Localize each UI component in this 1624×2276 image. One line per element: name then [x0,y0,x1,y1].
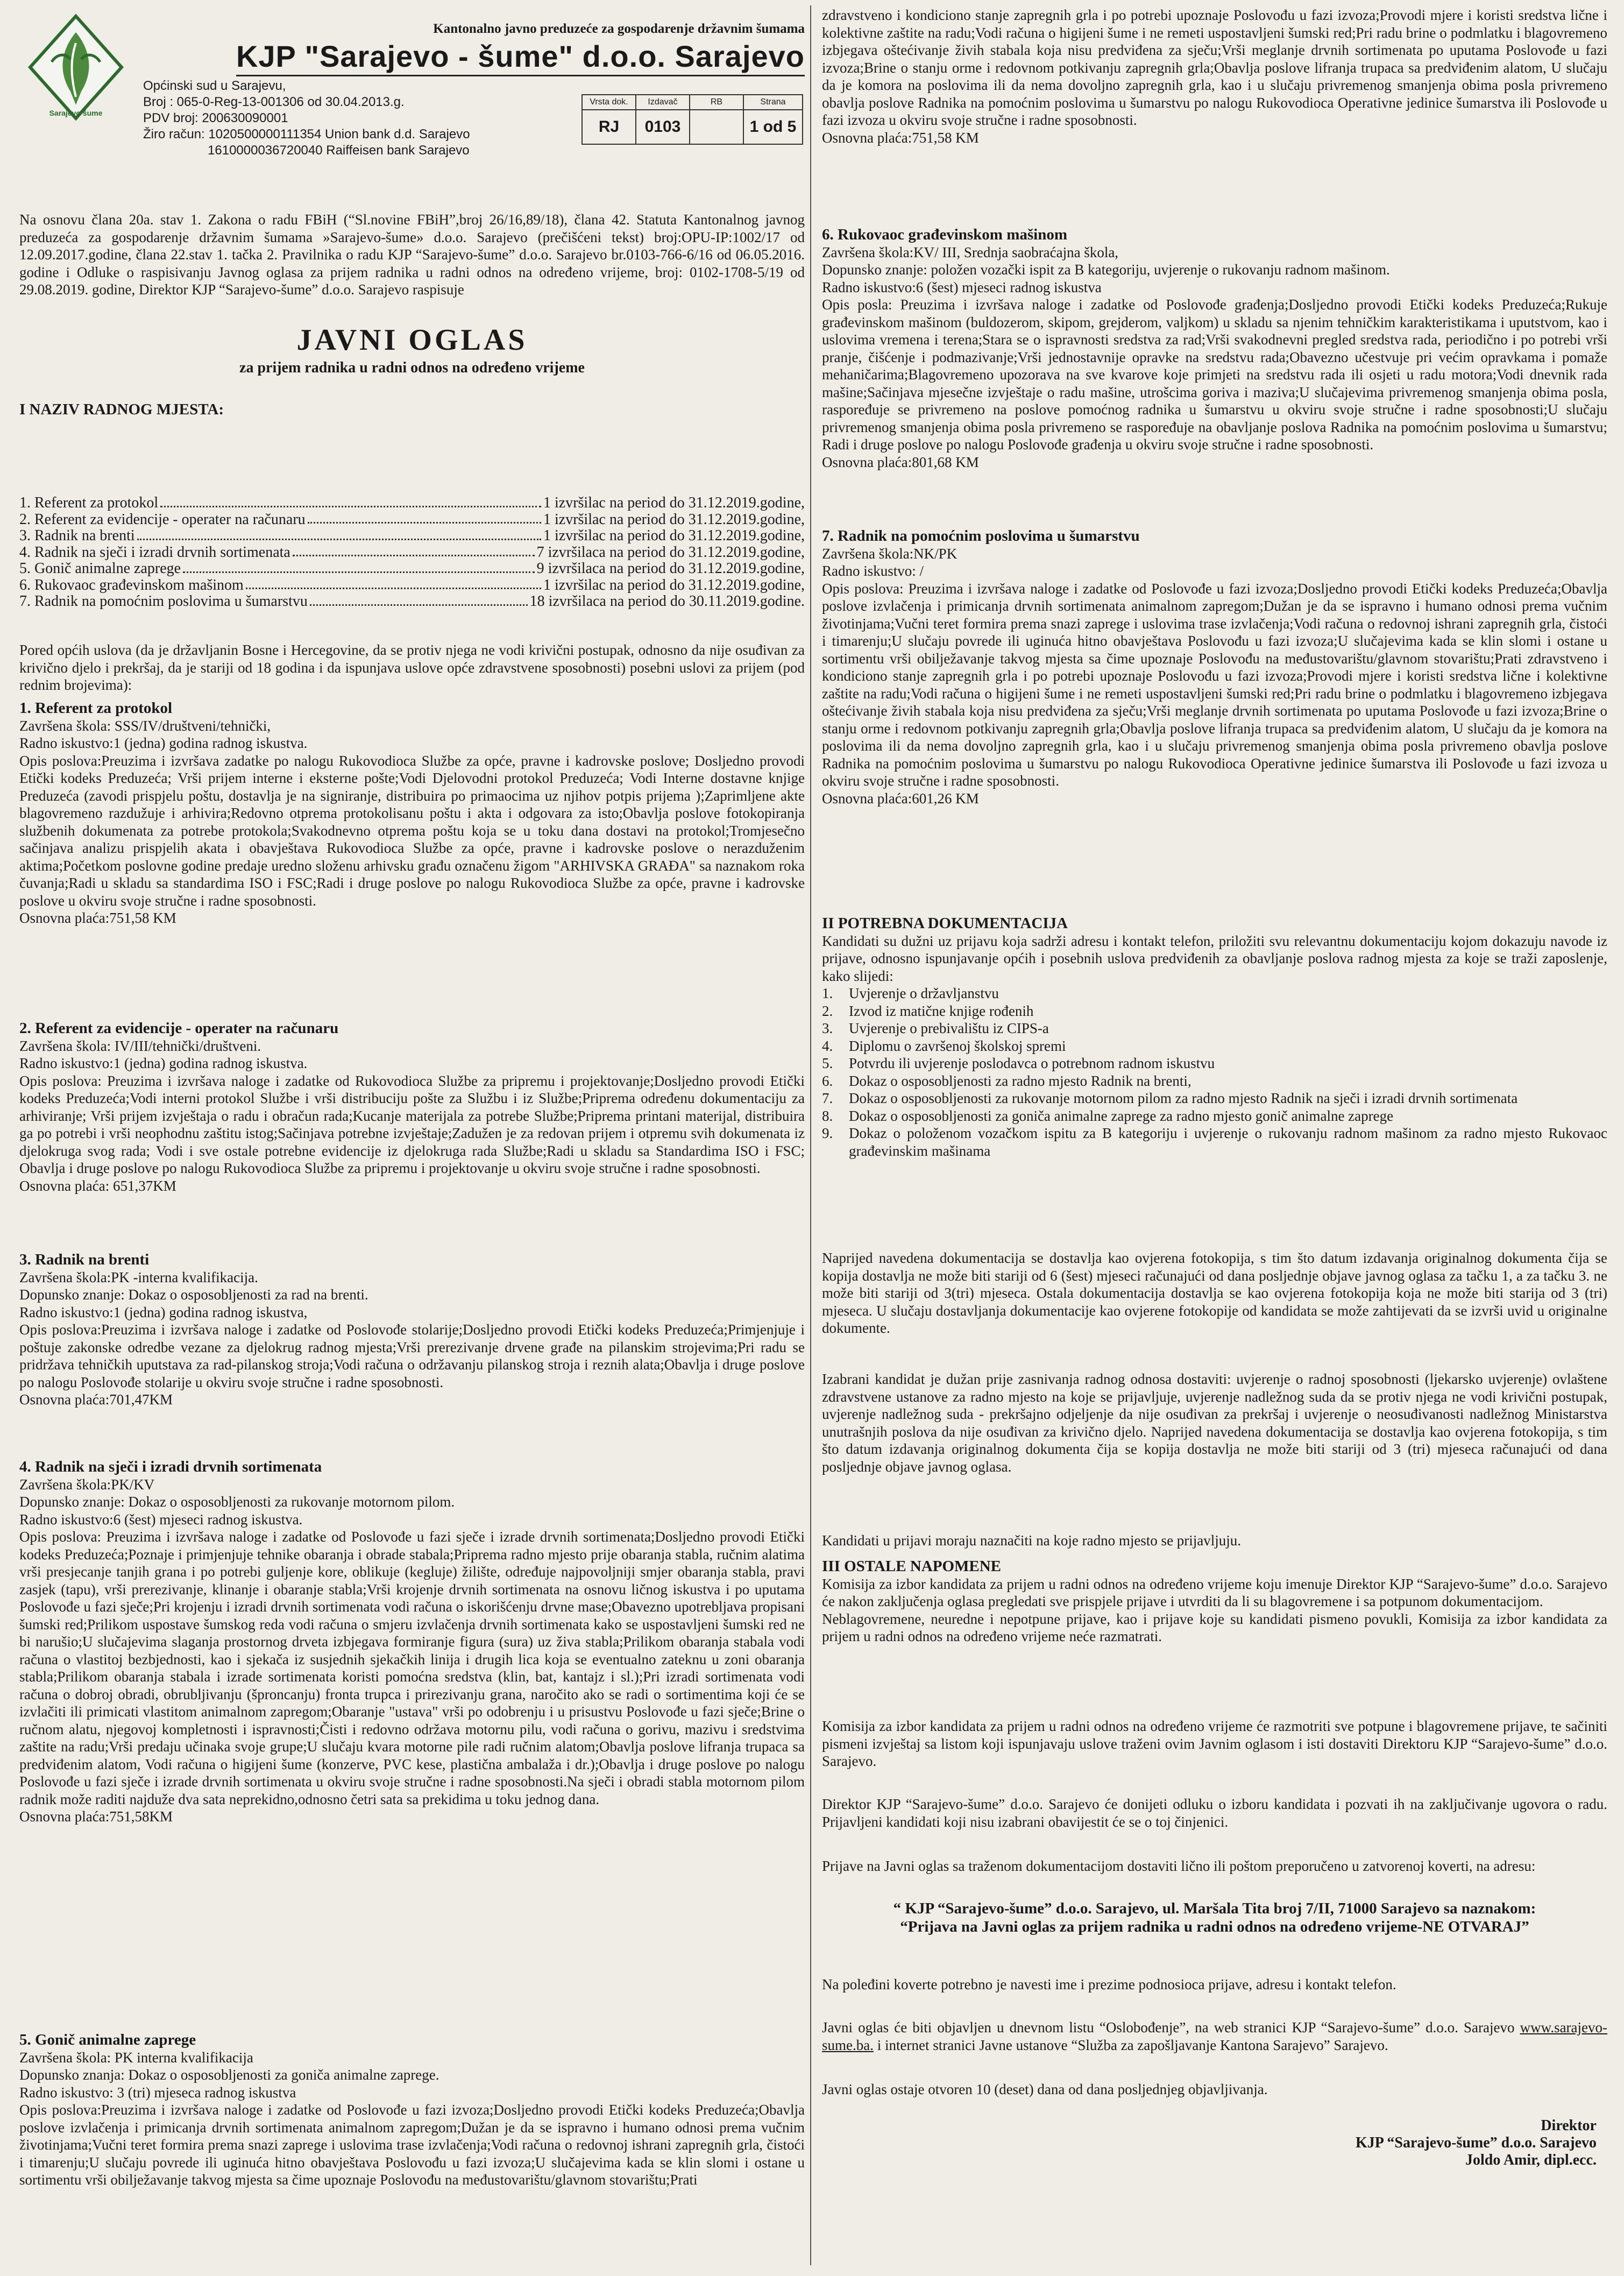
issuer-header: Izdavač [636,95,690,110]
position-count: 1 izvršilac na period do 31.12.2019.godine, [543,494,805,511]
position-indication-note: Kandidati u prijavi moraju naznačiti na koje radno mjesto se prijavljuju. [822,1532,1242,1549]
position-name: 2. Referent za evidencije - operater na računaru [19,511,306,528]
documentation-note: Naprijed navedena dokumentacija se dostavlja kao ovjerena fotokopija, s tim što datum izdavanja originalnog dokumenta čija se kopija dostavlja ne može biti stariji od 6 (šest) mjeseci računajući od dana posljednje objave javnog oglasa za tačku 1, a za tačku 3. ne može biti stariji od 3(tri) mjeseca. Ostala dokumentacija dostavlja se kao ovjerena fotokopija koja ne može biti starija od 3 (tri) mjeseca. U slučaju dostavljanja dokumentacije kao ovjerene fotokopije od kandidata se može zahtijevati da se izvrši uvid u originalne dokumente. [822,1250,1607,1336]
salary: Osnovna plaća:701,47KM [19,1391,173,1408]
position-2-section [19,1020,805,1194]
salary: Osnovna plaća: 651,37KM [19,1177,176,1194]
additional-knowledge: Dopunsko znanje: položen vozački ispit za B kategoriju, uvjerenje o rukovanju radnom mašinom. [822,261,1390,278]
issuer-value: 0103 [636,110,690,144]
general-conditions: Pored općih uslova (da je državljanin Bosne i Hercegovine, da se protiv njega ne vodi krivični postupak, odnosno da nije osuđivan za krivično djelo i prekršaj, da je stariji od 18 godina i da ispunjava uslove opće zdravstvene sposobnosti) posebni uslovi za prijem (pod rednim brojevima): [19,642,805,693]
experience: Radno iskustvo:1 (jedna) godina radnog iskustva. [19,735,308,751]
position-4-section [19,1458,805,1826]
job-description-continued: zdravstveno i kondiciono stanje zapregnih grla i po potrebi upoznaje Poslovođu u fazi izvoza;Provodi mjere i koristi sredstva lične i kolektivne zaštite na radu;Vodi računa o higijeni šume i ne remeti uspostavljeni šumski red;Pri radu brine o podmlatku i blagovremeno izbjegava oštećivanje živih stabala koja nisu predviđena za sječu;Vrši meglanje drvnih sortimenata po uputama Poslovođe u fazi izvoza;Brine o stanju orme i redovnom potkivanju zapregnih grla;Obavlja poslove lifranja trupaca sa predviđenim alatom, U slučaju da je komora na poslovima ili da nema dovoljno zapregnih grla, kao i u slučaju privremenog smanjenja obima posla privremeno obavlja poslove Radnika na pomoćnim poslovima u šumarstvu po nalogu Rukovodioca Operativne jedinice šumarstva ili Poslovođe u fazi izvoza u okviru svoje stručne i radne sposobnosti. [822,7,1607,128]
position-count: 1 izvršilac na period do 31.12.2019.godine, [543,576,805,593]
list-item [19,528,805,545]
website-link[interactable]: www.sarajevo-sume.ba. [822,2019,1608,2053]
ad-title: JAVNI OGLAS [296,323,528,357]
experience: Radno iskustvo:6 (šest) mjeseci radnog iskustva. [19,1511,303,1528]
additional-knowledge: Dopunsko znanje: Dokaz o osposobljenosti za rad na brenti. [19,1287,368,1303]
additional-knowledge: Dopunsko znanja: Dokaz o osposobljenosti za goniča animalne zaprege. [19,2067,439,2083]
section-3 [822,1558,1607,1645]
required-documents-list [822,985,1607,1160]
list-item: 8. Dokaz o osposobljenosti za goniča animalne zaprege za radno mjesto gonič animalne zaprege [822,1107,1394,1124]
logo-text: Sarajevo šume [49,109,103,117]
job-description: Opis poslova:Preuzima i izvršava naloge i zadatke od Poslovođe stolarije;Dosljedno provodi Etički kodeks Preduzeća;Primjenjuje i poštuje zakonske odredbe vezane za djelokrug radnog mjesta;Vrši prerezivanje drvene građe na pilanskim strojevima;Pri radu se pridržava tehničkih uputstava za rad-pilanskog stroja;Vodi računa o održavanju pilanskog stroja i reznih alata;Obavlja i druge poslove po nalogu Poslovođe stolarije u okviru svoje stručne i radne sposobnosti. [19,1321,805,1390]
position-5-title: 5. Gonič animalne zaprege [19,2031,196,2048]
position-4-title: 4. Radnik na sječi i izradi drvnih sortimenata [19,1458,322,1475]
position-count: 1 izvršilac na period do 31.12.2019.godine, [543,511,805,528]
position-1-section [19,699,805,927]
position-6-section [822,226,1607,471]
address-marking: “Prijava na Javni oglas za prijem radnika u radni odnos na određeno vrijeme-NE OTVARAJ” [900,1918,1529,1935]
position-count: 7 izvršilaca na period do 31.12.2019.godine, [536,543,805,561]
submission-address [822,1899,1607,1936]
position-3-section [19,1251,805,1409]
position-name: 6. Rukovaoc građevinskom mašinom [19,576,244,593]
experience: Radno iskustvo:1 (jedna) godina radnog iskustva, [19,1304,308,1320]
list-item: 3. Uvjerenje o prebivalištu iz CIPS-a [822,1020,1049,1036]
list-item [19,577,805,594]
education: Završena škola:NK/PK [822,545,958,562]
selected-candidate-note: Izabrani kandidat je dužan prije zasnivanja radnog odnosa dostaviti: uvjerenje o radnoj sposobnosti (ljekarsko uvjerenje) ovlaštene zdravstvene ustanove za radno mjesto na koje se prijavljuje, uvjerenje nadležnog suda da se protiv njega ne vodi krivični postupak, uvjerenje nadležnog suda - prekršajno odjeljenje da nije osuđivan za prekršaj i uvjerenje o neosuđivanosti nadležnog Ministarstva unutrašnjih poslova da nije osuđivan za krivično djelo. Naprijed navedena dokumentacija se dostavlja kao ovjerena fotokopija, s tim što datum izdavanja originalnog dokumenta čija se kopija dostavlja ne može biti stariji od 3 (tri) mjeseca računajući od dana posljednje objave javnog oglasa. [822,1371,1607,1475]
job-description: Opis posla: Preuzima i izvršava naloge i zadatke od Poslovođe građenja;Dosljedno provodi Etički kodeks Preduzeća;Rukuje građevinskom mašinom (buldozerom, skipom, grejderom, valjkom) u skladu sa njenim tehničkim karakteristikama i uputstvom, kao i uslovima vremena i terena;Stara se o ispravnosti sredstva za rad;Vrši svakodnevni pregled sredstva rada, periodično i po potrebi vrši pranje, čišćenje i podmazivanje;Vrši jednostavnije opravke na sredstvu rada;Obavezno učestvuje pri većim opravkama i pomaže mehaničarima;Blagovremeno upozorava na sve kvarove koje primjeti na sredstvu rada ili osjeti u radu motora;Vodi dnevnik rada mašine;Sačinjava mjesečne izvještaje o radu mašine, utrošcima goriva i maziva;U slučajevima privremenog smanjenja obima posla, raspoređuje se privremeno na poslove pomoćnog radnika u šumarstvu u okviru svoje stručne i radne sposobnosti;U slučaju privremenog smanjenja obima posla privremeno se raspoređuje na obavljanje poslova Radnika na pomoćnim poslovima u šumarstvu; Radi i druge poslove po nalogu Poslovođe građenja u okviru svoje stručne i radne sposobnosti. [822,296,1607,453]
commission-note: Komisija za izbor kandidata za prijem u radni odnos na određeno vrijeme koju imenuje Direktor KJP “Sarajevo-šume” d.o.o. Sarajevo će nakon zaključenja oglasa pregledati sve prispjele prijave i utvrditi da li su blagovremene i sa potpunom dokumentacijom. [822,1575,1607,1609]
section-2-title: II POTREBNA DOKUMENTACIJA [822,915,1068,932]
envelope-note: Na poleđini koverte potrebno je navesti ime i prezime podnosioca prijave, adresu i kontakt telefon. [822,1976,1396,1992]
column-divider [810,5,811,2265]
list-item [19,593,805,610]
salary: Osnovna plaća:751,58KM [19,1808,173,1825]
position-1-title: 1. Referent za protokol [19,699,173,717]
list-item: 9. Dokaz o položenom vozačkom ispitu za B kategoriju i uvjerenje o rukovanju radnom mašinom za radno mjesto Rukovaoc građevinskim mašinama [822,1125,1607,1159]
list-item: 1. Uvjerenje o državljanstvu [822,985,999,1001]
position-count: 9 izvršilaca na period do 31.12.2019.godine, [536,560,805,577]
rb-header: RB [690,95,743,110]
salary: Osnovna plaća:801,68 KM [822,454,979,470]
salary: Osnovna plaća:601,26 KM [822,790,979,807]
job-description: Opis poslova: Preuzima i izvršava naloge i zadatke od Poslovođe u fazi sječe i izrade drvnih sortimenata;Dosljedno provodi Etički kodeks Preduzeća;Poznaje i primjenjuje tehnike obaranja i obrade stabala;Priprema radno mjesto prije obaranja stabla, ručnim alatima vrši presjecanje tanjih grana i po potrebi guljenje kore, oblikuje (kegluje) žilište, određuje najpovoljniji smjer obaranja stabla, pravi zasjek (tapu), vrši prerezivanje, klinanje i obaranje stabla;Vrši krojenje drvnih sortimenata na osnovu ličnog iskustva i po uputama Poslovođe u fazi sječe;Pri krojenju i izradi drvnih sortimenata vodi računa o iskorišćenju drvne mase;Obavezno upotrebljava propisani šumski red;Prilikom uspostave šumskog reda vodi računa o smjeru izvlačenja drvnih sortimenata kako se uspostavljeni šumski red ne bi narušio;U slučajevima slaganja prostornog drveta izbjegava formiranje figura (sura) uz živa stabla;Prilikom obaranja stabala vodi računa o vlastitoj bezbjednosti, kao i sjekača iz susjednih sjekačkih linija i drugih lica koja se eventualno zateknu u zoni obaranja stabla;Prilikom obaranja stabala i izrade sortimenata koristi pomoćna sredstva (klin, bat, kantajz i sl.);Pri izradi sortimenata vodi računa o dobroj obradi, obrubljivanju (šproncanju) fronta trupca i prirezivanju grana, naročito ako se radi o sortimentima koji će se izvlačiti ili primicati vlastitom animalnom zapregom;Obaranje "ustava" vrši po odobrenju i u prisustvu Poslovođe u fazi sječe;Brine o ručnom alatu, njegovoj kompletnosti i ispravnosti;Čisti i redovno održava motornu pilu, vodi računa o gorivu, mazivu i sredstvima zaštite na radu;Vrši predaju učinaka svoje grupe;U slučaju kvara motorne pile radi ručnim alatom;Obavlja poslove lifranja trupaca sa predviđenim alatom, Vodi računa o higijeni šume (konzerve, PVC kese, plastična ambalaža i dr.);Obavlja i druge poslove po nalogu Poslovođe u fazi sječe i izrade drvnih sortimenata u okviru svoje stručne i radne sposobnosti.Na sječi i obradi stabla motornom pilom radnik može raditi najduže dva sata neprekidno,odnosno četri sata sa prekidima u toku jednog dana. [19,1529,805,1807]
experience: Radno iskustvo:6 (šest) mjeseci radnog iskustva [822,279,1102,295]
reg-line: PDV broj: 200630090001 [143,111,288,125]
position-5-section [19,2031,805,2189]
position-7-section [822,527,1607,807]
commission-report-note: Komisija za izbor kandidata za prijem u radni odnos na određeno vrijeme će razmotriti sve potpune i blagovremene prijave, te sačiniti pismeni izvještaj sa listom koji ispunjavaju uslove traženi ovim Javnim oglasom i isti dostaviti Direktoru KJP “Sarajevo-šume” d.o.o. Sarajevo. [822,1718,1607,1769]
ad-subtitle: za prijem radnika u radni odnos na određeno vrijeme [239,359,585,376]
reg-line: Broj : 065-0-Reg-13-001306 od 30.04.2013.g. [143,95,405,109]
list-item: 4. Diplomu o završenoj školskoj spremi [822,1037,1066,1054]
section-1-title: I NAZIV RADNOG MJESTA: [19,401,224,418]
list-item: 5. Potvrdu ili uvjerenje poslodavca o potrebnom radnom iskustvu [822,1055,1215,1071]
education: Završena škola: SSS/IV/društveni/tehnički, [19,717,271,734]
page-header: Strana [743,95,803,110]
education: Završena škola: PK interna kvalifikacija [19,2049,253,2066]
reg-line: Žiro račun: 1020500000111354 Union bank d.d. Sarajevo [143,127,470,142]
position-name: 7. Radnik na pomoćnim poslovima u šumarstvu [19,593,308,610]
section-3-title: III OSTALE NAPOMENE [822,1558,1002,1575]
positions-list [19,495,805,610]
doc-type-value: RJ [582,110,636,144]
rb-value [690,110,743,144]
salary: Osnovna plaća:751,58 KM [19,910,176,926]
document-id-table [581,94,803,145]
education: Završena škola:PK -interna kvalifikacija. [19,1269,258,1285]
signature-company: KJP “Sarajevo-šume” d.o.o. Sarajevo [1356,2134,1597,2151]
education: Završena škola:KV/ III, Srednja saobraćajna škola, [822,244,1119,260]
registration-info [143,78,470,159]
organization-line: Kantonalno javno preduzeće za gospodarenje državnim šumama [433,22,805,36]
reg-line: 1610000036720040 Raiffeisen bank Sarajevo [143,143,470,158]
submission-note: Prijave na Javni oglas sa traženom dokumentacijom dostaviti lično ili poštom preporučeno u zatvorenoj koverti, na adresu: [822,1858,1536,1874]
position-count: 1 izvršilac na period do 31.12.2019.godine, [543,527,805,544]
section-2 [822,915,1607,1160]
section-2-intro: Kandidati su dužni uz prijavu koja sadrži adresu i kontakt telefon, priložiti svu relevantnu dokumentaciju kojom dokazuju navode iz prijave, odnosno ispunjavanje općih i posebnih uslova predviđenih za obavljanje poslova radnog mjesta za koje se traži zaposlenje, kako slijedi: [822,932,1607,984]
signature-name: Joldo Amir, dipl.ecc. [1465,2152,1597,2168]
signature-role: Direktor [1541,2117,1597,2134]
job-description: Opis poslova:Preuzima i izvršava zadatke po nalogu Rukovodioca Službe za opće, pravne i kadrovske poslove; Dosljedno provodi Etički kodeks Preduzeća; Vrši prijem interne i eksterne pošte;Vodi Djelovodni protokol Preduzeća; Vodi Interne dostavne knjige Preduzeća (zavodi prispjelu poštu, dostavlja je na signiranje, distribuira po primaocima uz njihov potpis prijema );Zaprimljene akte blagovremeno razdužuje i arhivira;Redovno otprema protokolisanu poštu i akta i odgovara za isto;Obavlja poslove fotokopiranja službenih dokumenata za potrebe protokola;Svakodnevno otprema poštu koja se u toku dana dostavi na protokol;Tromjesečno sačinjava analizu prispjelih akata i obavještava Rukovodioca Službe za opće, pravne i kadrovske poslove o nerazduženim aktima;Početkom poslovne godine predaje uredno složenu arhivsku građu označenu žigom "ARHIVSKA GRAĐA" sa naznakom roka čuvanja;Radi u skladu sa standardima ISO i FSC;Radi i druge poslove po nalogu Rukovodioca Službe za opće, pravne i kadrovske poslove u okviru svoje stručne i radne sposobnosti. [19,752,805,909]
job-description: Opis poslova:Preuzima i izvršava naloge i zadatke od Poslovođe u fazi izvoza;Dosljedno provodi Etički kodeks Preduzeća;Obavlja poslove izvlačenja i primicanja drvnih sortimenata animalnom zapregom;Dužan je da se ispravno i humano odnosi prema vučnim životinjama;Vučni teret formira prema snazi zaprege i uslovima trase izvlačenja;Vodi računa o redovnoj ishrani zapregnih grla, čistoći i timarenju;U slučaju povrede ili uginuća hitno obavještava Poslovođu u fazi izvoza;U slučajevima kada se klin slomi i ostane u sortimentu vrši obilježavanje takvog mjesta sa čime upoznaje Poslovođu na međustovarištu/glavnom stovarištu;Prati [19,2102,805,2188]
position-count: 18 izvršilaca na period do 30.11.2019.godine. [529,593,805,610]
salary: Osnovna plaća:751,58 KM [822,129,979,146]
list-item [19,495,805,512]
list-item [19,545,805,561]
job-description: Opis poslova: Preuzima i izvršava naloge i zadatke od Rukovodioca Službe za pripremu i projektovanje;Dosljedno provodi Etički kodeks Preduzeća;Vodi interni protokol Službe i vrši distribuciju pošte za Službu i iz Službe;Priprema određenu dokumentaciju za arhiviranje; Vrši prijem izvještaja o radu i obračun rada;Kucanje materijala za potrebe Službe;Priprema printani materijal, distribuira ga po potrebi i vrši neophodnu zaštitu istog;Sačinjava potrebne izvještaje;Zadužen je za redovan prijem i otpremu svih dokumenata iz djelokruga svog rada; Vodi i sve ostale potrebne evidencije iz djelokruga rada Službe;Radi u skladu sa Standardima ISO i FSC; Obavlja i druge poslove po nalogu Rukovodioca Službe za pripremu i projektovanje u okviru svoje stručne i radne sposobnosti. [19,1072,805,1176]
position-7-title: 7. Radnik na pomoćnim poslovima u šumarstvu [822,527,1140,545]
position-name: 1. Referent za protokol [19,494,159,511]
doc-type-header: Vrsta dok. [582,95,636,110]
experience: Radno iskustvo: 3 (tri) mjeseca radnog iskustva [19,2084,296,2101]
rejection-note: Neblagovremene, neuredne i nepotpune prijave, kao i prijave koje su kandidati pismeno povukli, Komisija za izbor kandidata za prijem u radni odnos na određeno vrijeme neće razmatrati. [822,1610,1607,1644]
director-decision-note: Direktor KJP “Sarajevo-šume” d.o.o. Sarajevo će donijeti odluku o izboru kandidata i pozvati ih na zaključivanje ugovora o radu. Prijavljeni kandidati koji nisu izabrani obavijestit će se o toj činjenici. [822,1796,1607,1830]
intro-paragraph: Na osnovu člana 20a. stav 1. Zakona o radu FBiH (“Sl.novine FBiH”,broj 26/16,89/18), člana 42. Statuta Kantonalnog javnog preduzeća za gospodarenje državnim šumama »Sarajevo-šume» d.o.o. Sarajevo (prečišćeni tekst) broj:OPU-IP:1002/17 od 12.09.2017.godine, člana 22.stav 1. tačka 2. Pravilnika o radu KJP “Sarajevo-šume” d.o.o. Sarajevo br.0103-766-6/16 od 06.05.2016. godine i Odluke o raspisivanju Javnog oglasa za prijem radnika u radni odnos na određeno vrijeme, broj: 0102-1708-5/19 od 29.08.2019. godine, Direktor KJP “Sarajevo-šume” d.o.o. Sarajevo raspisuje [19,211,805,298]
list-item: 2. Izvod iz matične knjige rođenih [822,1002,1034,1019]
reg-line: Općinski sud u Sarajevu, [143,79,286,93]
signature-block [822,2117,1597,2169]
additional-knowledge: Dopunsko znanje: Dokaz o osposobljenosti za rukovanje motornom pilom. [19,1494,455,1510]
position-name: 3. Radnik na brenti [19,527,135,544]
company-name: KJP "Sarajevo - šume" d.o.o. Sarajevo [236,39,805,76]
list-item [19,561,805,577]
education: Završena škola: IV/III/tehnički/društveni. [19,1037,261,1054]
position-6-title: 6. Rukovaoc građevinskom mašinom [822,226,1067,243]
position-name: 4. Radnik na sječi i izradi drvnih sortimenata [19,543,290,561]
experience: Radno iskustvo: / [822,563,924,579]
experience: Radno iskustvo:1 (jedna) godina radnog iskustva. [19,1055,308,1071]
list-item: 7. Dokaz o osposobljenosti za rukovanje motornom pilom za radno mjesto Radnik na sječi i izradi drvnih sortimenata [822,1090,1518,1106]
list-item: 6. Dokaz o osposobljenosti za radno mjesto Radnik na brenti, [822,1072,1192,1089]
position-5-continued [822,6,1607,146]
open-period-note: Javni oglas ostaje otvoren 10 (deset) dana od dana posljednjeg objavljivanja. [822,2081,1268,2097]
page-value: 1 od 5 [743,110,803,144]
address-line: “ KJP “Sarajevo-šume” d.o.o. Sarajevo, ul. Maršala Tita broj 7/II, 71000 Sarajevo sa naznakom: [893,1900,1536,1917]
position-2-title: 2. Referent za evidencije - operater na računaru [19,1020,339,1037]
publication-note: Javni oglas će biti objavljen u dnevnom listu “Oslobođenje”, na web stranici KJP “Sarajevo-šume” d.o.o. Sarajevo www.sarajevo-sume.ba. i internet stranici Javne ustanove “Služba za zapošljavanje Kantona Sarajevo” Sarajevo. [822,2019,1608,2053]
list-item [19,512,805,528]
position-name: 5. Gonič animalne zaprege [19,560,181,577]
job-description: Opis poslova: Preuzima i izvršava naloge i zadatke od Poslovođe u fazi izvoza;Dosljedno provodi Etički kodeks Preduzeća;Obavlja poslove izvlačenja i primicanja drvnih sortimenata animalnom zapregom;Dužan je da se ispravno i humano odnosi prema vučnim životinjama;Vučni teret formira prema snazi zaprege i uslovima trase izvlačenja;Vodi računa o redovnoj ishrani zapregnih grla, čistoći i timarenju;U slučaju povrede ili uginuća hitno obavještava Poslovođu u fazi izvoza;U slučajevima kada se klin slomi i ostane u sortimentu vrši obilježavanje takvog mjesta sa čime upoznaje Poslovođu na međustovarištu/glavnom stovarištu;Prati zdravstveno i kondiciono stanje zapregnih grla i po potrebi upoznaje Poslovođu u fazi izvoza;Provodi mjere i koristi sredstva lične i kolektivne zaštite na radu;Vodi računa o higijeni šume i ne remeti uspostavljeni šumski red;Pri radu brine o podmlatku i blagovremeno izbjegava oštećivanje živih stabala koja nisu predviđena za sječu;Vrši meglanje drvnih sortimenata po uputama Poslovođe u fazi izvoza;Brine o stanju orme i redovnom potkivanju zapregnih grla;Obavlja poslove lifranja trupaca sa predviđenim alatom, U slučaju da je komora na poslovima ili da nema dovoljno zapregnih grla, kao i u slučaju privremenog smanjenja obima posla privremeno obavlja poslove Radnika na pomoćnim poslovima u šumarstvu po nalogu Rukovodioca Operativne jedinice šumarstva ili Poslovođe u fazi izvoza u okviru svoje stručne i radne sposobnosti. [822,580,1607,789]
company-logo-icon [19,11,132,124]
position-3-title: 3. Radnik na brenti [19,1251,150,1268]
education: Završena škola:PK/KV [19,1476,155,1493]
document-header [19,5,805,188]
